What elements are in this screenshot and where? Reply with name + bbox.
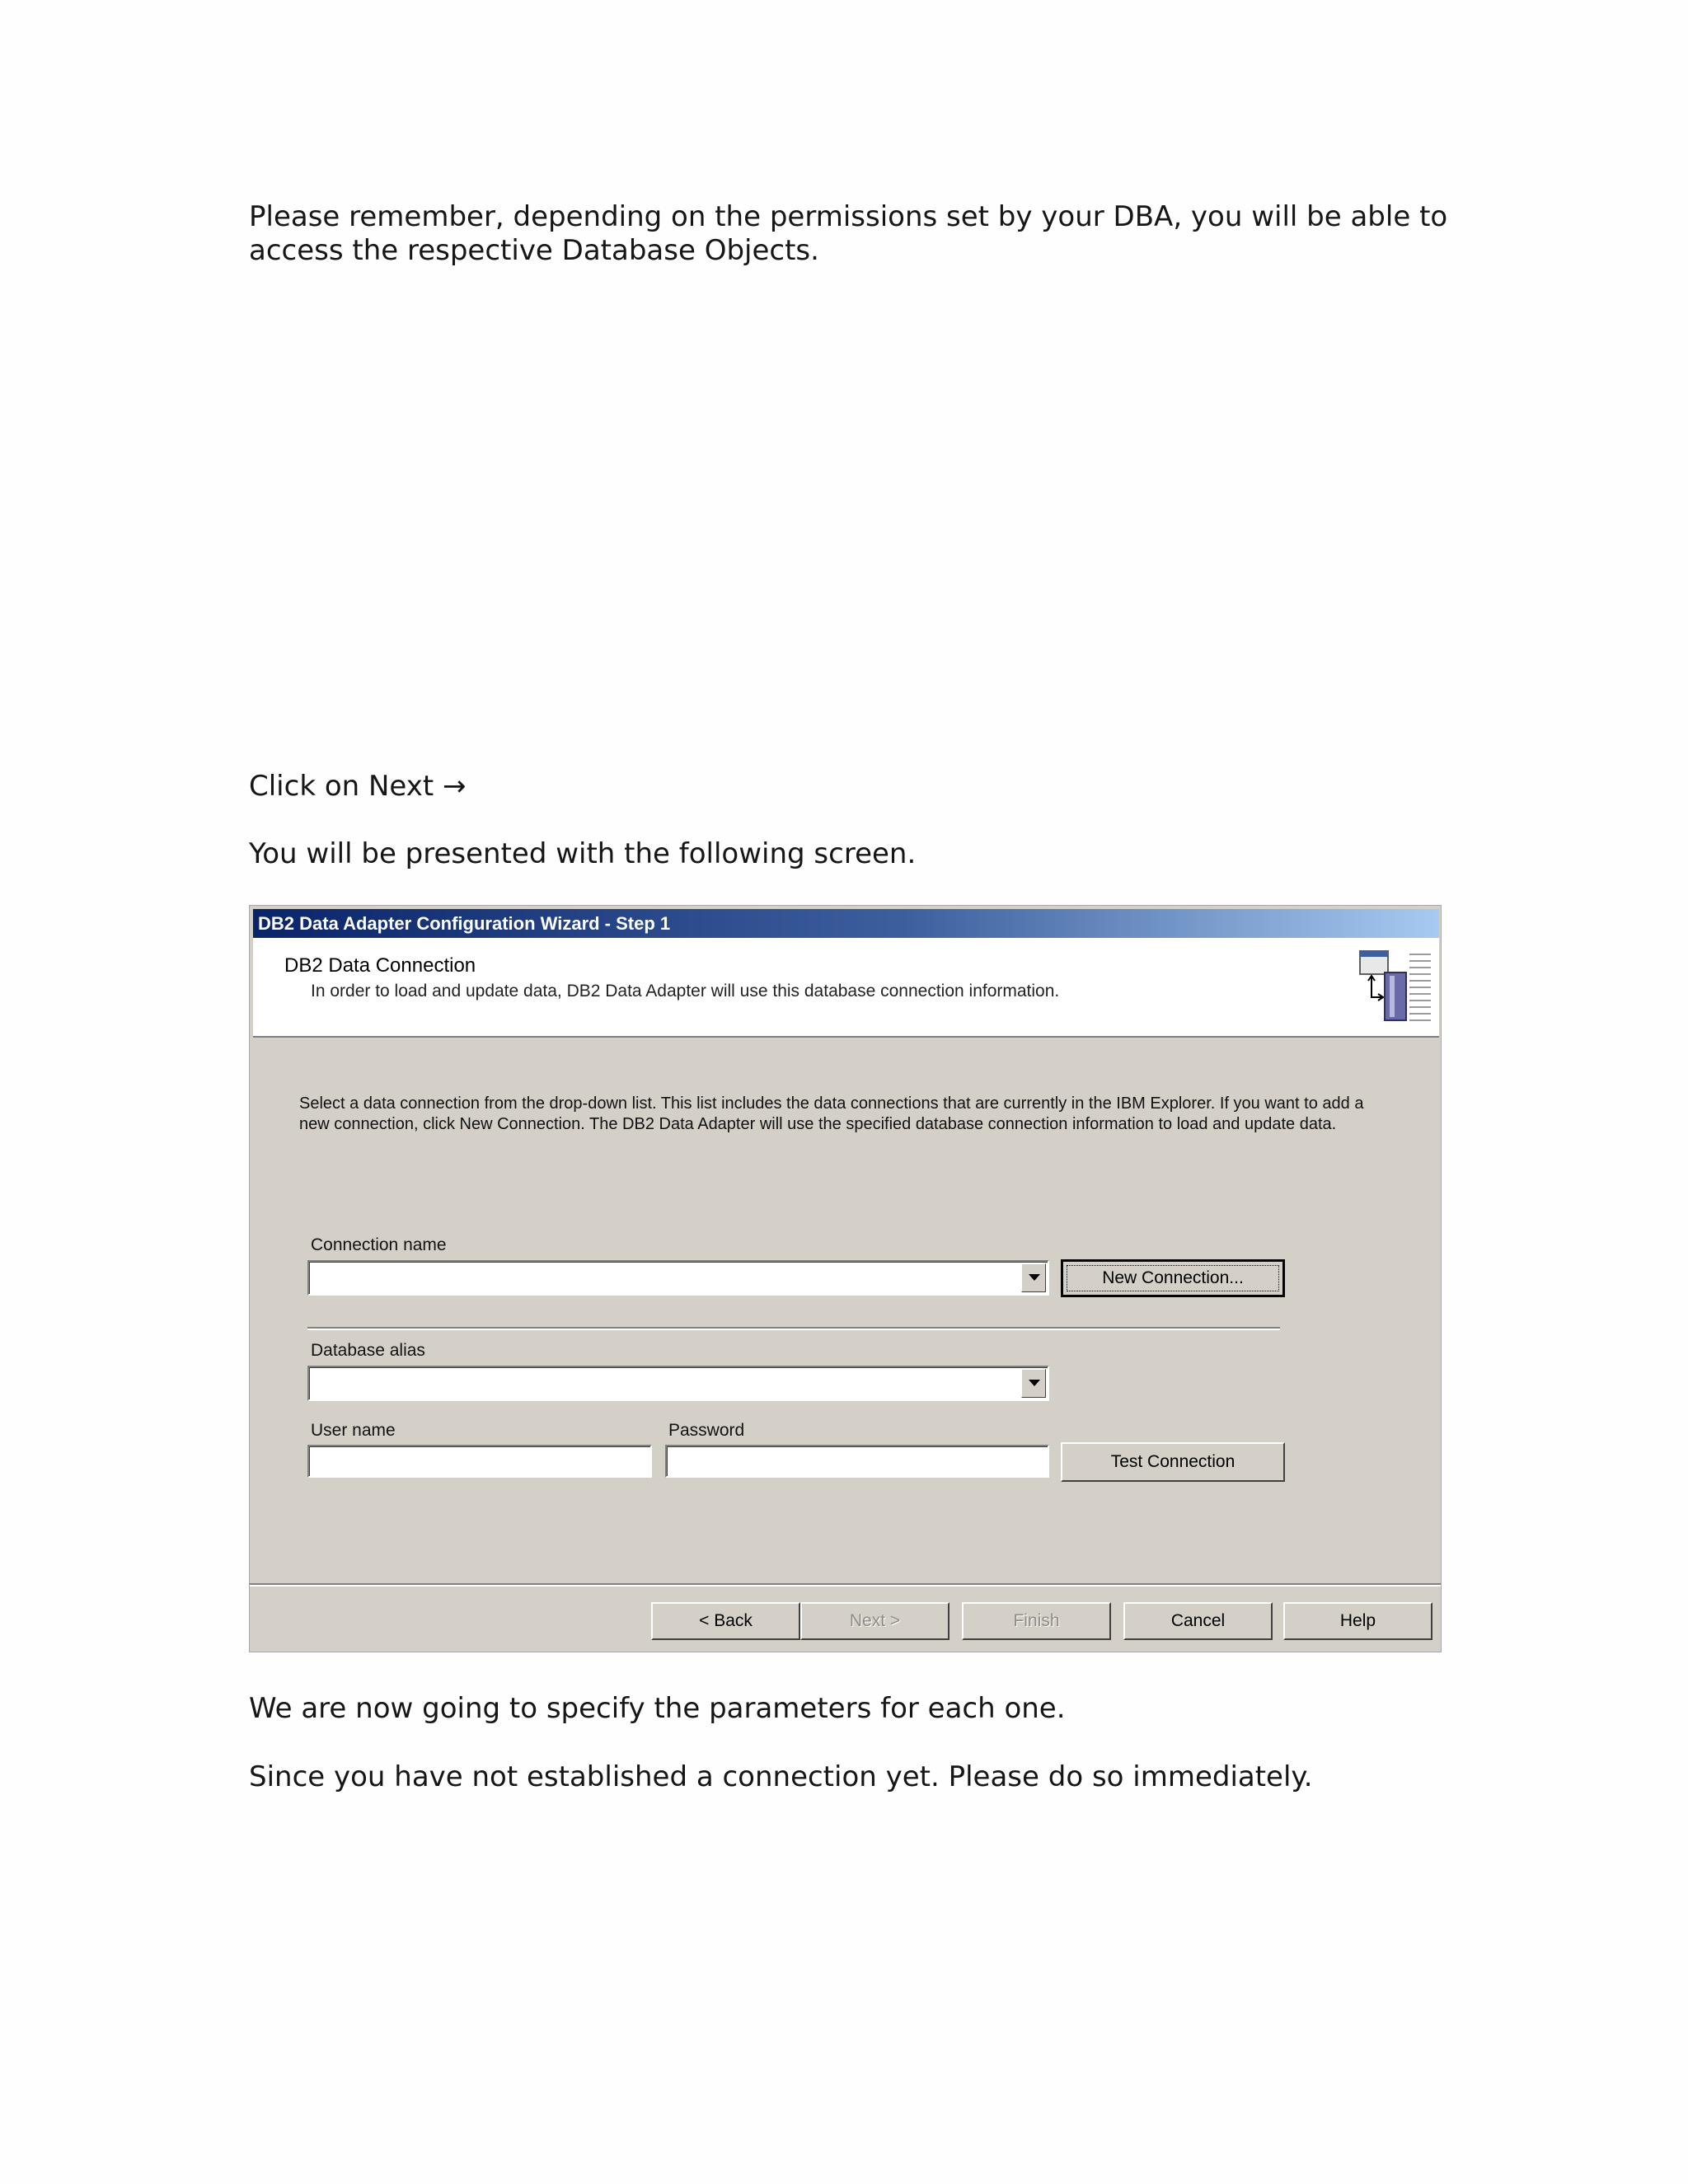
chevron-down-icon[interactable] [1021,1263,1046,1292]
test-connection-button[interactable]: Test Connection [1061,1442,1285,1482]
connection-name-dropdown[interactable] [307,1260,1049,1296]
back-button[interactable]: < Back [651,1602,800,1640]
user-name-label: User name [311,1421,396,1440]
new-connection-button[interactable]: New Connection... [1061,1259,1285,1297]
footer-divider [250,1583,1441,1586]
cancel-button[interactable]: Cancel [1123,1602,1273,1640]
finish-button[interactable]: Finish [962,1602,1111,1640]
database-connection-icon [1353,948,1432,1027]
password-label: Password [668,1421,745,1440]
next-button[interactable]: Next > [800,1602,950,1640]
help-button[interactable]: Help [1283,1602,1432,1640]
section-divider [307,1327,1280,1330]
presented-screen-text: You will be presented with the following screen. [249,837,917,870]
password-input[interactable] [665,1445,1049,1478]
user-name-input[interactable] [307,1445,652,1478]
header-title: DB2 Data Connection [284,954,476,977]
database-alias-label: Database alias [311,1341,425,1360]
wizard-screenshot [249,905,1442,1652]
parameters-paragraph: We are now going to specify the parameters for each one. [249,1692,1066,1725]
establish-connection-paragraph: Since you have not established a connection yet. Please do so immediately. [249,1760,1313,1793]
chevron-down-icon[interactable] [1021,1369,1046,1398]
header-subtitle: In order to load and update data, DB2 Data Adapter will use this database connection information. [311,982,1060,1001]
connection-name-label: Connection name [311,1235,447,1254]
wizard-instructions: Select a data connection from the drop-down list. This list includes the data connections that are currently in the IBM Explorer. If you want to add a new connection, click New Connection. The DB2 Data Adapter will use the specified database connection information to load and update data. [299,1094,1364,1133]
wizard-title-bar: DB2 Data Adapter Configuration Wizard - Step 1 [253,909,1439,938]
wizard-header [253,938,1439,1038]
intro-paragraph: Please remember, depending on the permissions set by your DBA, you will be able to access the respective Database Objects. [249,200,1448,267]
click-next-instruction: Click on Next → [249,770,467,803]
database-alias-dropdown[interactable] [307,1366,1049,1401]
